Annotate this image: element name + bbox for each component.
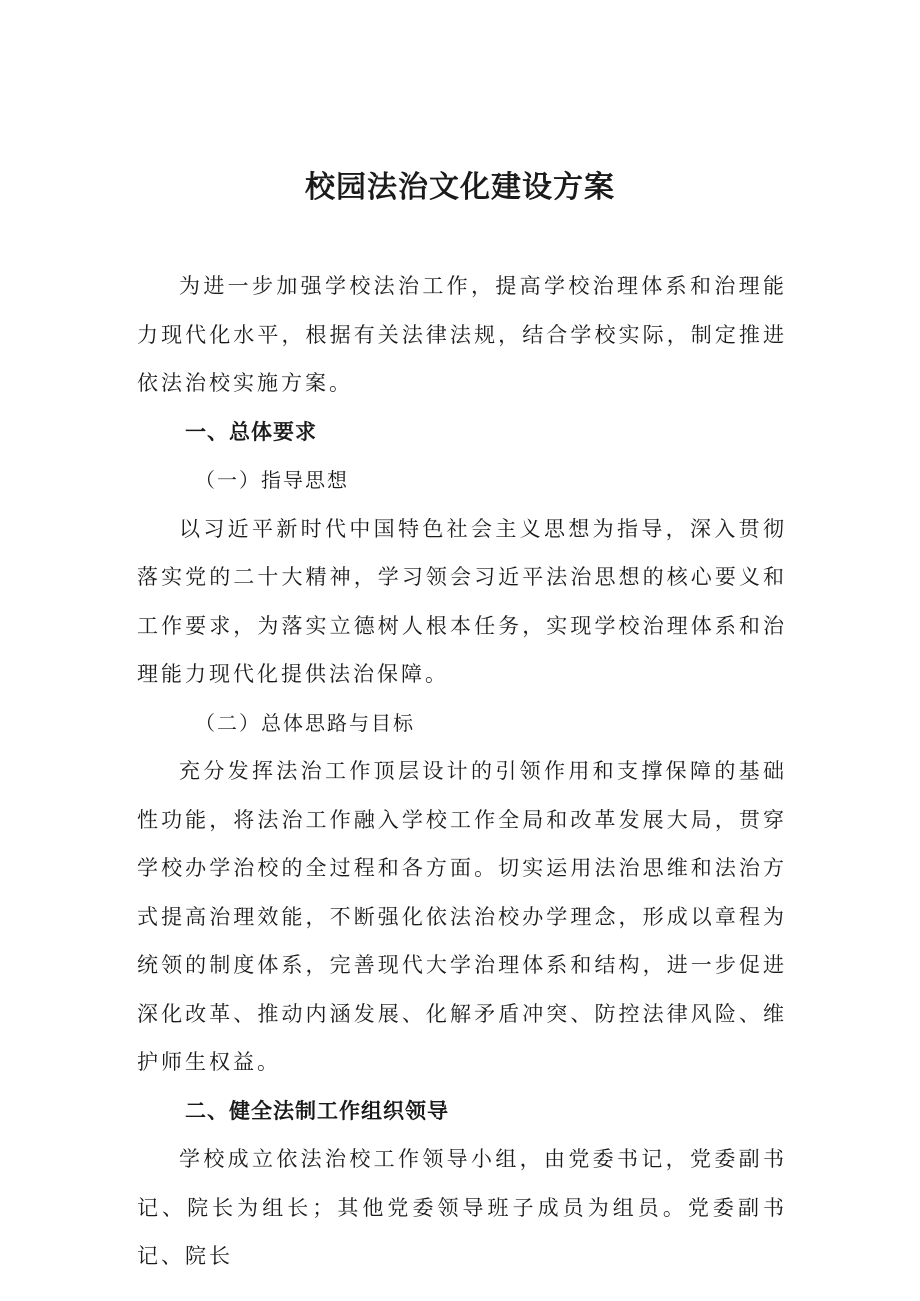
section-heading-general-requirements: 一、总体要求 — [185, 419, 317, 444]
guiding-ideology-paragraph: 以习近平新时代中国特色社会主义思想为指导，深入贯彻落实党的二十大精神，学习领会习近平法治思想的核心要义和工作要求，为落实立德树人根本任务，实现学校治理体系和治理能力现代化提供法治保障。 — [137, 516, 787, 686]
document-body — [137, 262, 787, 1281]
section-heading-legal-leadership: 二、健全法制工作组织领导 — [185, 1098, 449, 1123]
intro-paragraph: 为进一步加强学校法治工作，提高学校治理体系和治理能力现代化水平，根据有关法律法规，结合学校实际，制定推进依法治校实施方案。 — [137, 274, 787, 395]
document-title: 校园法治文化建设方案 — [305, 170, 615, 205]
legal-leadership-paragraph: 学校成立依法治校工作领导小组，由党委书记，党委副书记、院长为组长；其他党委领导班子成员为组员。党委副书记、院长 — [137, 1147, 787, 1268]
overall-approach-paragraph: 充分发挥法治工作顶层设计的引领作用和支撑保障的基础性功能，将法治工作融入学校工作全局和改革发展大局，贯穿学校办学治校的全过程和各方面。切实运用法治思维和法治方式提高治理效能，不断强化依法治校办学理念，形成以章程为统领的制度体系，完善现代大学治理体系和结构，进一步促进深化改革、推动内涵发展、化解矛盾冲突、防控法律风险、维护师生权益。 — [137, 759, 787, 1074]
subsection-heading-overall-approach: （二）总体思路与目标 — [195, 710, 415, 735]
subsection-heading-guiding-ideology: （一）指导思想 — [195, 468, 349, 492]
